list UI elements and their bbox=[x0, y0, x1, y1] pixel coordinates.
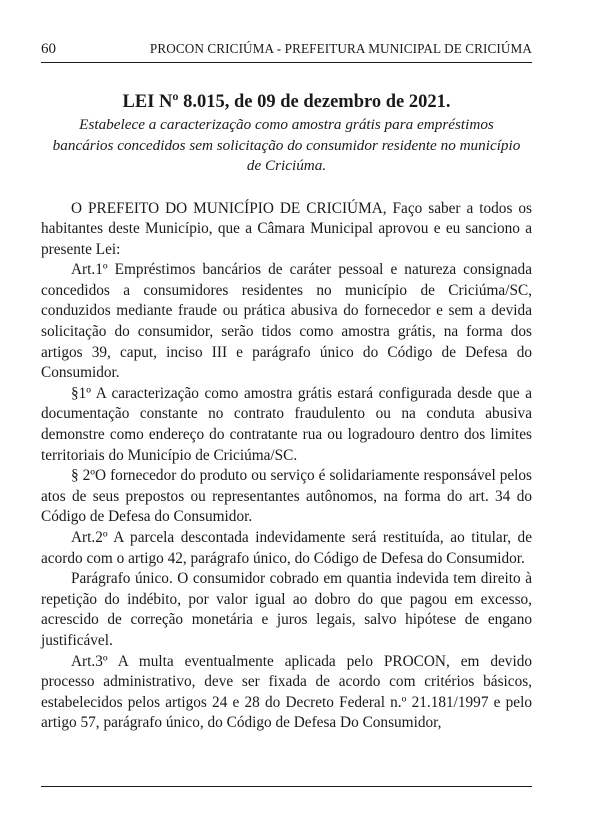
law-summary: Estabelece a caracterização como amostra grátis para empréstimos bancários concedidos sem solicitação do consumidor residente no município de Criciúma. bbox=[52, 116, 521, 174]
law-title: LEI Nº 8.015, de 09 de dezembro de 2021. bbox=[122, 92, 451, 112]
article-2-sole-paragraph: Parágrafo único. O consumidor cobrado em quantia indevida tem direito à repetição do indébito, por valor igual ao dobro do que pagou em excesso, acrescido de correção monetária e juros legais, salvo hipótese de engano justificável. bbox=[41, 570, 532, 649]
running-header bbox=[41, 40, 532, 63]
law-body bbox=[41, 199, 532, 734]
running-title: PROCON CRICIÚMA - PREFEITURA MUNICIPAL DE CRICIÚMA bbox=[149, 41, 532, 56]
document-page bbox=[41, 40, 532, 734]
article-1-section-2-paragraph: § 2ºO fornecedor do produto ou serviço é solidariamente responsável pelos atos de seus prepostos ou representantes autônomos, na forma do art. 34 do Código de Defesa do Consumidor. bbox=[41, 467, 532, 526]
article-3-paragraph: Art.3º A multa eventualmente aplicada pelo PROCON, em devido processo administrativo, deve ser fixada de acordo com critérios básicos, estabelecidos pelos artigos 24 e 28 do Decreto Federal n.º 21.181/1997 e pelo artigo 57, parágrafo único, do Código de Defesa Do Consumidor, bbox=[41, 652, 532, 732]
article-2-paragraph: Art.2º A parcela descontada indevidamente será restituída, ao titular, de acordo com o artigo 42, parágrafo único, do Código de Defesa do Consumidor. bbox=[41, 529, 532, 567]
page-number: 60 bbox=[41, 41, 56, 57]
footer-rule bbox=[41, 786, 532, 787]
article-1-section-1-paragraph: §1º A caracterização como amostra grátis estará configurada desde que a documentação constante no contrato fraudulento ou na conduta abusiva demonstre como endereço do contratante rua ou logradouro dentro dos limites territoriais do Município de Criciúma/SC. bbox=[41, 384, 532, 464]
preamble-paragraph: O PREFEITO DO MUNICÍPIO DE CRICIÚMA, Faço saber a todos os habitantes deste Município, que a Câmara Municipal aprovou e eu sanciono a presente Lei: bbox=[41, 199, 532, 258]
article-1-paragraph: Art.1º Empréstimos bancários de caráter pessoal e natureza consignada concedidos a consumidores residentes no município de Criciúma/SC, conduzidos mediante fraude ou prática abusiva do fornecedor e sem a devida solicitação do consumidor, serão tidos como amostra grátis, na forma dos artigos 39, caput, inciso III e parágrafo único do Código de Defesa do Consumidor. bbox=[41, 261, 532, 382]
law-heading bbox=[41, 91, 532, 177]
